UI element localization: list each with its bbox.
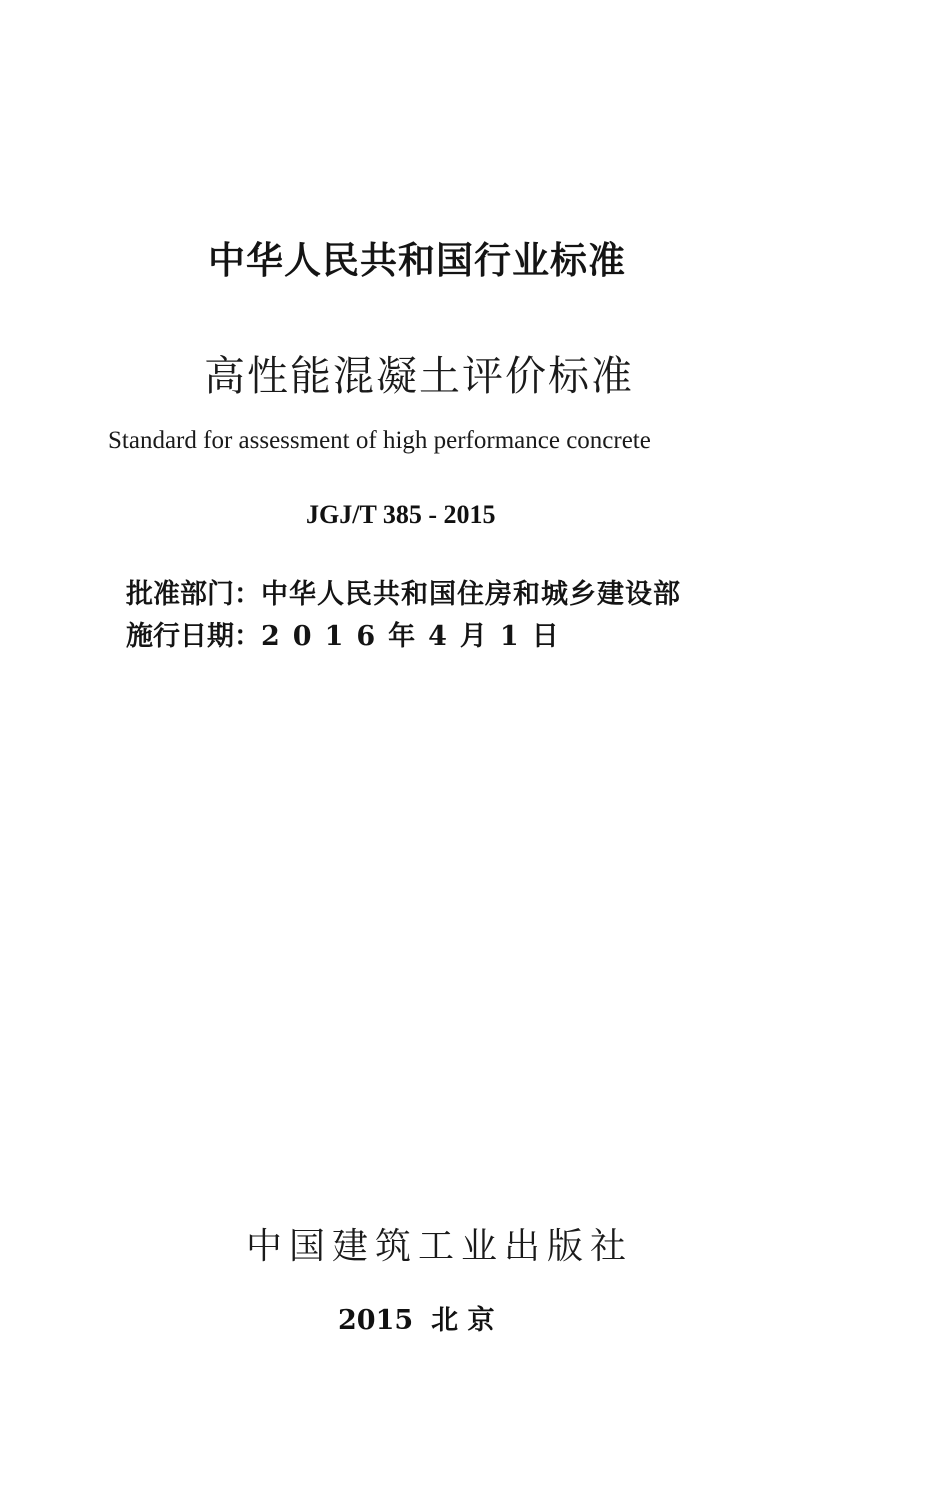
approval-value: 中华人民共和国住房和城乡建设部 bbox=[261, 579, 681, 610]
effective-date-label: 施行日期： bbox=[126, 621, 261, 652]
effective-date bbox=[126, 614, 572, 653]
effective-date-value: 2016年4月1日 bbox=[261, 621, 572, 652]
standard-code: JGJ/T 385 - 2015 bbox=[306, 500, 496, 529]
imprint bbox=[338, 1298, 495, 1337]
standard-title-chinese: 高性能混凝土评价标准 bbox=[204, 352, 634, 400]
standard-title-english: Standard for assessment of high performance concrete bbox=[108, 427, 651, 454]
imprint-year: 2015 bbox=[338, 1305, 414, 1336]
approval-label: 批准部门： bbox=[126, 579, 261, 610]
publisher-name: 中国建筑工业出版社 bbox=[246, 1226, 634, 1267]
approval-department bbox=[126, 572, 681, 611]
imprint-city: 北 京 bbox=[431, 1305, 495, 1336]
industry-standard-heading: 中华人民共和国行业标准 bbox=[208, 239, 626, 282]
